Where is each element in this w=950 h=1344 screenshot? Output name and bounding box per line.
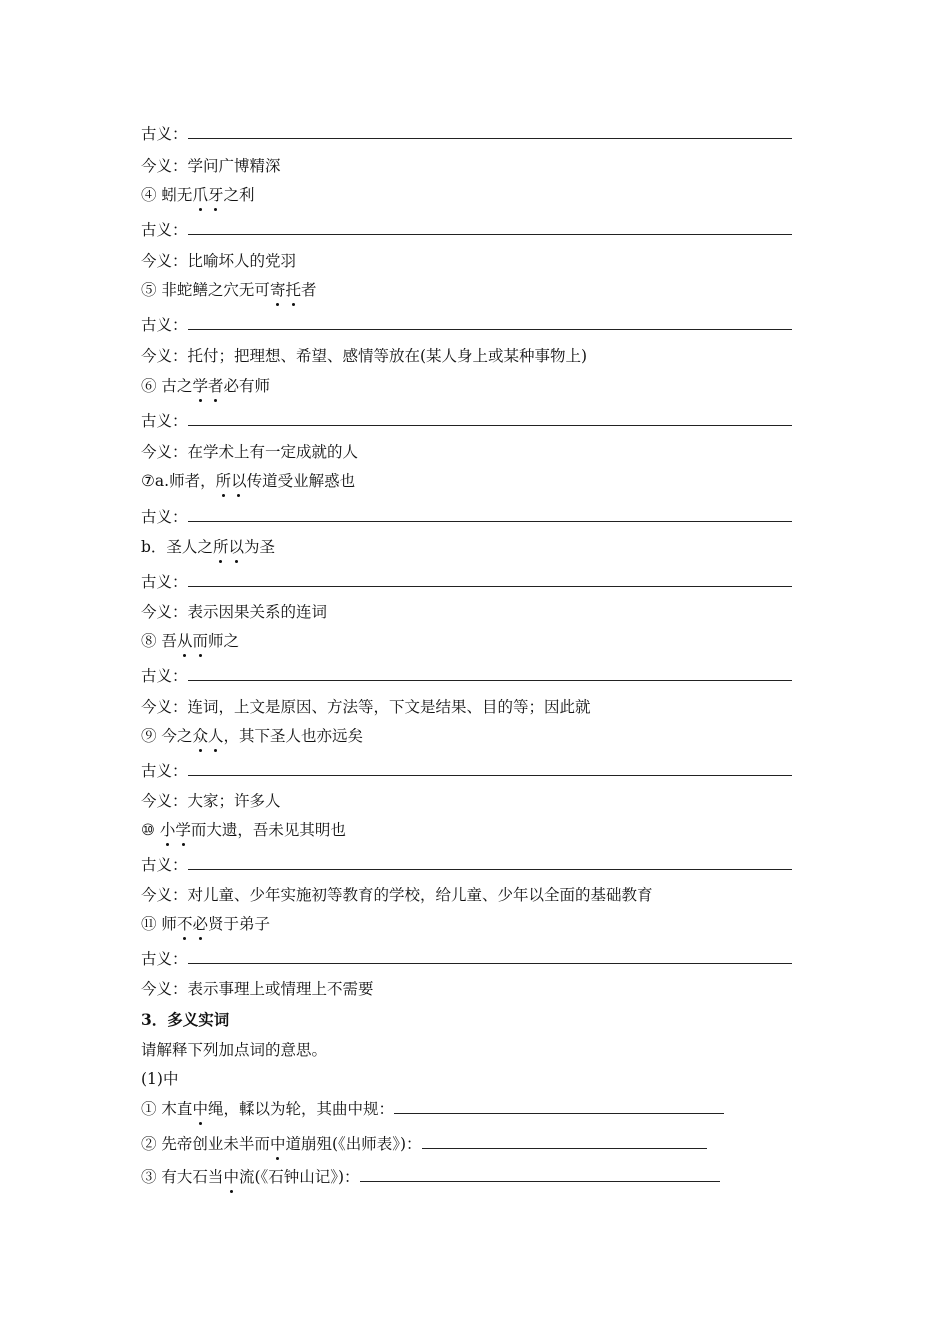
text-line: [141, 1009, 229, 1031]
answer-blank[interactable]: [188, 220, 792, 235]
dotted-word: [177, 632, 208, 650]
blank-label: 古义：: [141, 412, 188, 430]
gu-yi-blank-line: [141, 410, 792, 432]
emphasis-dot-char: 人: [207, 727, 224, 745]
emphasis-dot-char: 小: [159, 821, 176, 839]
answer-blank[interactable]: [188, 666, 792, 681]
dotted-word: [192, 1100, 208, 1118]
text-segment: 今义：学问广博精深: [141, 157, 281, 175]
emphasis-dot-char: 众: [192, 727, 208, 745]
emphasis-dot-char: 者: [207, 377, 224, 395]
text-segment: 者: [300, 281, 317, 299]
answer-blank[interactable]: [422, 1134, 707, 1149]
emphasis-dot-char: 爪: [192, 186, 208, 204]
gu-yi-blank-line: [141, 123, 792, 145]
dotted-word: [270, 281, 301, 299]
answer-blank[interactable]: [188, 315, 792, 330]
text-line: [141, 536, 275, 558]
text-segment: 之利: [223, 186, 255, 204]
gu-yi-blank-line: [141, 314, 792, 336]
text-line: [141, 884, 653, 906]
emphasis-dot-char: 学: [192, 377, 208, 395]
blank-label: 古义：: [141, 573, 188, 591]
text-segment: ⑨ 今之: [141, 727, 193, 745]
text-segment: ③ 有大石当: [141, 1168, 224, 1186]
text-line: [141, 184, 254, 206]
emphasis-dot-char: 以: [228, 538, 244, 556]
dotted-word: [177, 915, 208, 933]
dotted-word: [213, 538, 244, 556]
blank-label: 古义：: [141, 508, 188, 526]
text-segment: ① 木直: [141, 1100, 193, 1118]
text-segment: 今义：大家；许多人: [141, 792, 281, 810]
blank-label: 古义：: [141, 856, 188, 874]
gu-yi-blank-line: [141, 571, 792, 593]
gu-yi-blank-line: [141, 948, 792, 970]
text-line: [141, 375, 270, 397]
blank-label: 古义：: [141, 762, 188, 780]
text-line: [141, 279, 316, 301]
dotted-word: [160, 821, 191, 839]
text-segment: b．圣人之: [141, 538, 213, 556]
text-line: [141, 601, 327, 623]
text-segment: 绳，輮以为轮，其曲中规：: [207, 1100, 394, 1118]
answer-blank[interactable]: [188, 855, 792, 870]
blank-label: 古义：: [141, 316, 188, 334]
emphasis-dot-char: 不: [176, 915, 193, 933]
text-line: [141, 725, 363, 747]
text-segment: 传道受业解惑也: [246, 472, 356, 490]
text-line: [141, 630, 239, 652]
emphasis-dot-char: 从: [176, 632, 193, 650]
text-segment: 今义：对儿童、少年实施初等教育的学校，给儿童、少年以全面的基础教育: [141, 886, 653, 904]
text-segment: ⑦a.师者，: [141, 472, 216, 490]
blank-label: 古义：: [141, 221, 188, 239]
dotted-word: [192, 377, 223, 395]
dotted-word: [216, 472, 247, 490]
answer-blank[interactable]: [188, 572, 792, 587]
text-line: [141, 470, 355, 492]
dotted-word: [192, 186, 223, 204]
text-segment: 必有师: [223, 377, 270, 395]
emphasis-dot-char: 中: [223, 1168, 239, 1186]
text-line: [141, 1039, 327, 1061]
emphasis-dot-char: 托: [285, 281, 301, 299]
text-segment: 今义：在学术上有一定成就的人: [141, 443, 359, 461]
text-line: [141, 155, 281, 177]
text-segment: ⑧ 吾: [141, 632, 177, 650]
emphasis-dot-char: 而: [192, 632, 208, 650]
text-segment: 今义：托付；把理想、希望、感情等放在(某人身上或某种事物上): [141, 347, 588, 365]
gu-yi-blank-line: [141, 760, 792, 782]
answer-blank[interactable]: [188, 507, 792, 522]
text-segment: ④ 蚓无: [141, 186, 193, 204]
emphasis-dot-char: 寄: [269, 281, 286, 299]
text-segment: 师之: [207, 632, 239, 650]
emphasis-dot-char: 所: [212, 538, 229, 556]
text-segment: 而大遗，吾未见其明也: [190, 821, 346, 839]
text-segment: ⑥ 古之: [141, 377, 193, 395]
text-line: [141, 1068, 178, 1090]
answer-blank[interactable]: [394, 1099, 724, 1114]
emphasis-dot-char: 学: [175, 821, 191, 839]
gu-yi-blank-line: [141, 854, 792, 876]
text-segment: 流(《石钟山记》)：: [238, 1168, 360, 1186]
text-segment: 道崩殂(《出师表》)：: [285, 1135, 422, 1153]
text-line: [141, 790, 281, 812]
text-line: [141, 913, 270, 935]
answer-blank[interactable]: [188, 761, 792, 776]
dotted-word: [270, 1135, 286, 1153]
gu-yi-blank-line: [141, 665, 792, 687]
emphasis-dot-char: 以: [231, 472, 247, 490]
emphasis-dot-char: 牙: [207, 186, 224, 204]
text-segment: ⑤ 非蛇鳝之穴无可: [141, 281, 270, 299]
text-line: [141, 1133, 707, 1155]
text-line: [141, 978, 374, 1000]
answer-blank[interactable]: [360, 1167, 720, 1182]
text-segment: ⑩: [141, 821, 160, 839]
text-line: [141, 696, 591, 718]
text-segment: 贤于弟子: [207, 915, 270, 933]
blank-label: 古义：: [141, 125, 188, 143]
emphasis-dot-char: 中: [269, 1135, 286, 1153]
text-line: [141, 1166, 720, 1188]
answer-blank[interactable]: [188, 411, 792, 426]
dotted-word: [223, 1168, 239, 1186]
answer-blank[interactable]: [188, 124, 792, 139]
text-segment: ，其下圣人也亦远矣: [223, 727, 363, 745]
text-line: [141, 250, 296, 272]
blank-label: 古义：: [141, 667, 188, 685]
text-line: [141, 441, 358, 463]
text-line: [141, 345, 587, 367]
answer-blank[interactable]: [188, 949, 792, 964]
text-segment: ② 先帝创业未半而: [141, 1135, 270, 1153]
text-segment: 为圣: [243, 538, 275, 556]
gu-yi-blank-line: [141, 506, 792, 528]
text-segment: 3．多义实词: [141, 1010, 230, 1029]
text-segment: 今义：连词，上文是原因、方法等，下文是结果、目的等；因此就: [141, 698, 591, 716]
dotted-word: [192, 727, 223, 745]
text-line: [141, 1098, 724, 1120]
text-segment: 今义：表示因果关系的连词: [141, 603, 328, 621]
text-segment: 请解释下列加点词的意思。: [141, 1041, 328, 1059]
text-segment: 今义：表示事理上或情理上不需要: [141, 980, 374, 998]
emphasis-dot-char: 必: [192, 915, 208, 933]
text-segment: 今义：比喻坏人的党羽: [141, 252, 297, 270]
text-segment: (1)中: [141, 1070, 179, 1088]
emphasis-dot-char: 中: [192, 1100, 208, 1118]
text-line: [141, 819, 346, 841]
emphasis-dot-char: 所: [215, 472, 232, 490]
blank-label: 古义：: [141, 950, 188, 968]
gu-yi-blank-line: [141, 219, 792, 241]
text-segment: ⑪ 师: [141, 915, 177, 933]
